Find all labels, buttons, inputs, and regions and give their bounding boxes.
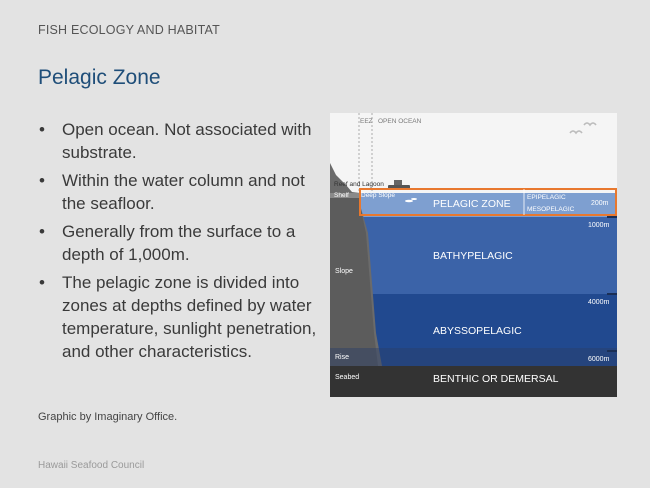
depth-4000-label: 4000m [588, 299, 610, 306]
bullet-list [38, 118, 323, 368]
benthic-label: BENTHIC OR DEMERSAL [433, 373, 559, 385]
rise-band [330, 348, 617, 366]
section-title: FISH ECOLOGY AND HABITAT [38, 23, 220, 37]
bullet-text: Open ocean. Not associated with substrate. [62, 120, 312, 162]
open-ocean-label: OPEN OCEAN [378, 118, 422, 125]
reef-label: Reef and Lagoon [334, 181, 384, 188]
bullet-item [38, 118, 323, 164]
bullet-text: Generally from the surface to a depth of 1,000m. [62, 222, 296, 264]
depth-1000-label: 1000m [588, 222, 610, 229]
rise-label: Rise [335, 354, 350, 361]
shelf-label: Shelf [334, 192, 349, 199]
deep-slope-label: Deep Slope [361, 192, 395, 199]
eez-label: EEZ [360, 118, 373, 125]
depth-6000-label: 6000m [588, 356, 610, 363]
ocean-zones-svg [330, 113, 617, 397]
ocean-zones-graphic [330, 113, 617, 397]
epipelagic-label: EPIPELAGIC [527, 194, 566, 201]
bullet-text: Within the water column and not the seafloor. [62, 171, 305, 213]
seabed-label: Seabed [335, 374, 360, 381]
pelagic-zone-label: PELAGIC ZONE [433, 198, 511, 210]
bullet-dot: • [39, 222, 45, 241]
depth-200-label: 200m [591, 200, 609, 207]
bathypelagic-label: BATHYPELAGIC [433, 250, 513, 262]
bullet-text: The pelagic zone is divided into zones at depths defined by water temperature, sunlight penetration, and other characteristics. [62, 273, 317, 361]
slide-title: Pelagic Zone [38, 66, 161, 89]
bullet-item [38, 271, 323, 363]
bullet-dot: • [39, 171, 45, 190]
bullet-dot: • [39, 273, 45, 292]
bullet-dot: • [39, 120, 45, 139]
abyssopelagic-label: ABYSSOPELAGIC [433, 325, 522, 337]
bullet-item [38, 220, 323, 266]
bullet-item [38, 169, 323, 215]
slope-label: Slope [335, 268, 353, 275]
footer-text: Hawaii Seafood Council [38, 460, 145, 471]
mesopelagic-label: MESOPELAGIC [527, 206, 575, 213]
graphic-credit: Graphic by Imaginary Office. [38, 411, 178, 423]
